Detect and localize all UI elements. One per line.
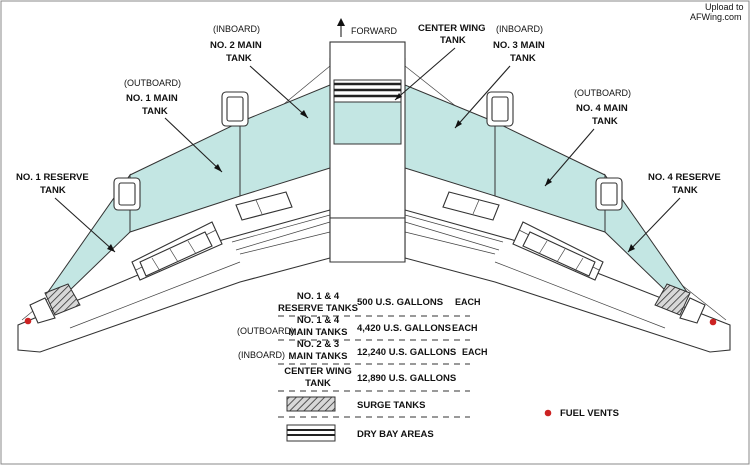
- row4-value: 12,890 U.S. GALLONS: [357, 373, 457, 384]
- no2-line1: NO. 2 MAIN: [210, 40, 262, 51]
- no4-line1: NO. 4 MAIN: [576, 103, 628, 114]
- legend-surge-swatch: [287, 397, 335, 411]
- row3-line2: MAIN TANKS: [288, 351, 348, 362]
- watermark-line1: Upload to: [705, 2, 744, 12]
- legend-surge-label: SURGE TANKS: [357, 400, 426, 411]
- legend: [278, 397, 619, 441]
- row2-value: 4,420 U.S. GALLONS: [357, 323, 451, 334]
- row4-line2: TANK: [305, 378, 331, 389]
- no1-line2: TANK: [142, 106, 168, 117]
- no4-line2: TANK: [592, 116, 618, 127]
- no1-main-tank-left: [130, 122, 240, 232]
- fuel-vent-right: [710, 319, 717, 326]
- no4-reserve-line2: TANK: [672, 185, 698, 196]
- row3-value: 12,240 U.S. GALLONS: [357, 347, 457, 358]
- row2-line2: MAIN TANKS: [288, 327, 348, 338]
- forward-label: FORWARD: [351, 26, 397, 36]
- no3-line1: NO. 3 MAIN: [493, 40, 545, 51]
- no4-qualifier: (OUTBOARD): [574, 88, 631, 98]
- no1-reserve-line1: NO. 1 RESERVE: [16, 172, 89, 183]
- row1-line1: NO. 1 & 4: [296, 291, 340, 302]
- forward-arrow: [337, 18, 345, 37]
- row3-qualifier: (INBOARD): [238, 350, 285, 360]
- center-wing-line1: CENTER WING: [418, 23, 486, 34]
- center-dry-bay: [334, 80, 401, 102]
- row1-line2: RESERVE TANKS: [278, 303, 358, 314]
- capacity-row: [238, 339, 488, 364]
- row2-line1: NO. 1 & 4: [296, 315, 340, 326]
- capacity-table: [237, 291, 488, 391]
- row3-suffix: EACH: [462, 347, 488, 357]
- no4-main-tank-right: [495, 122, 605, 232]
- watermark-line2: AFWing.com: [690, 12, 742, 22]
- center-fuselage: [330, 42, 405, 262]
- legend-dry-bay-swatch: [287, 425, 335, 441]
- row4-line1: CENTER WING: [284, 366, 352, 377]
- legend-vent-dot: [545, 410, 552, 417]
- center-wing-line2: TANK: [440, 35, 466, 46]
- no3-qualifier: (INBOARD): [496, 24, 543, 34]
- no2-main-tank-left: [240, 85, 330, 196]
- row3-line1: NO. 2 & 3: [296, 339, 340, 350]
- row1-suffix: EACH: [455, 297, 481, 307]
- capacity-row: [278, 291, 481, 316]
- no4-reserve-line1: NO. 4 RESERVE: [648, 172, 721, 183]
- capacity-row: [278, 366, 470, 391]
- no2-qualifier: (INBOARD): [213, 24, 260, 34]
- no1-reserve-line2: TANK: [40, 185, 66, 196]
- fuel-vent-left: [25, 318, 32, 325]
- capacity-row: [237, 315, 478, 340]
- legend-vent-label: FUEL VENTS: [560, 408, 619, 419]
- legend-dry-bay-label: DRY BAY AREAS: [357, 429, 434, 440]
- row2-qualifier: (OUTBOARD): [237, 326, 294, 336]
- label-center-wing: [395, 23, 486, 100]
- row1-value: 500 U.S. GALLONS: [357, 297, 444, 308]
- row2-suffix: EACH: [452, 323, 478, 333]
- no1-qualifier: (OUTBOARD): [124, 78, 181, 88]
- no1-line1: NO. 1 MAIN: [126, 93, 178, 104]
- no3-line2: TANK: [510, 53, 536, 64]
- no2-line2: TANK: [226, 53, 252, 64]
